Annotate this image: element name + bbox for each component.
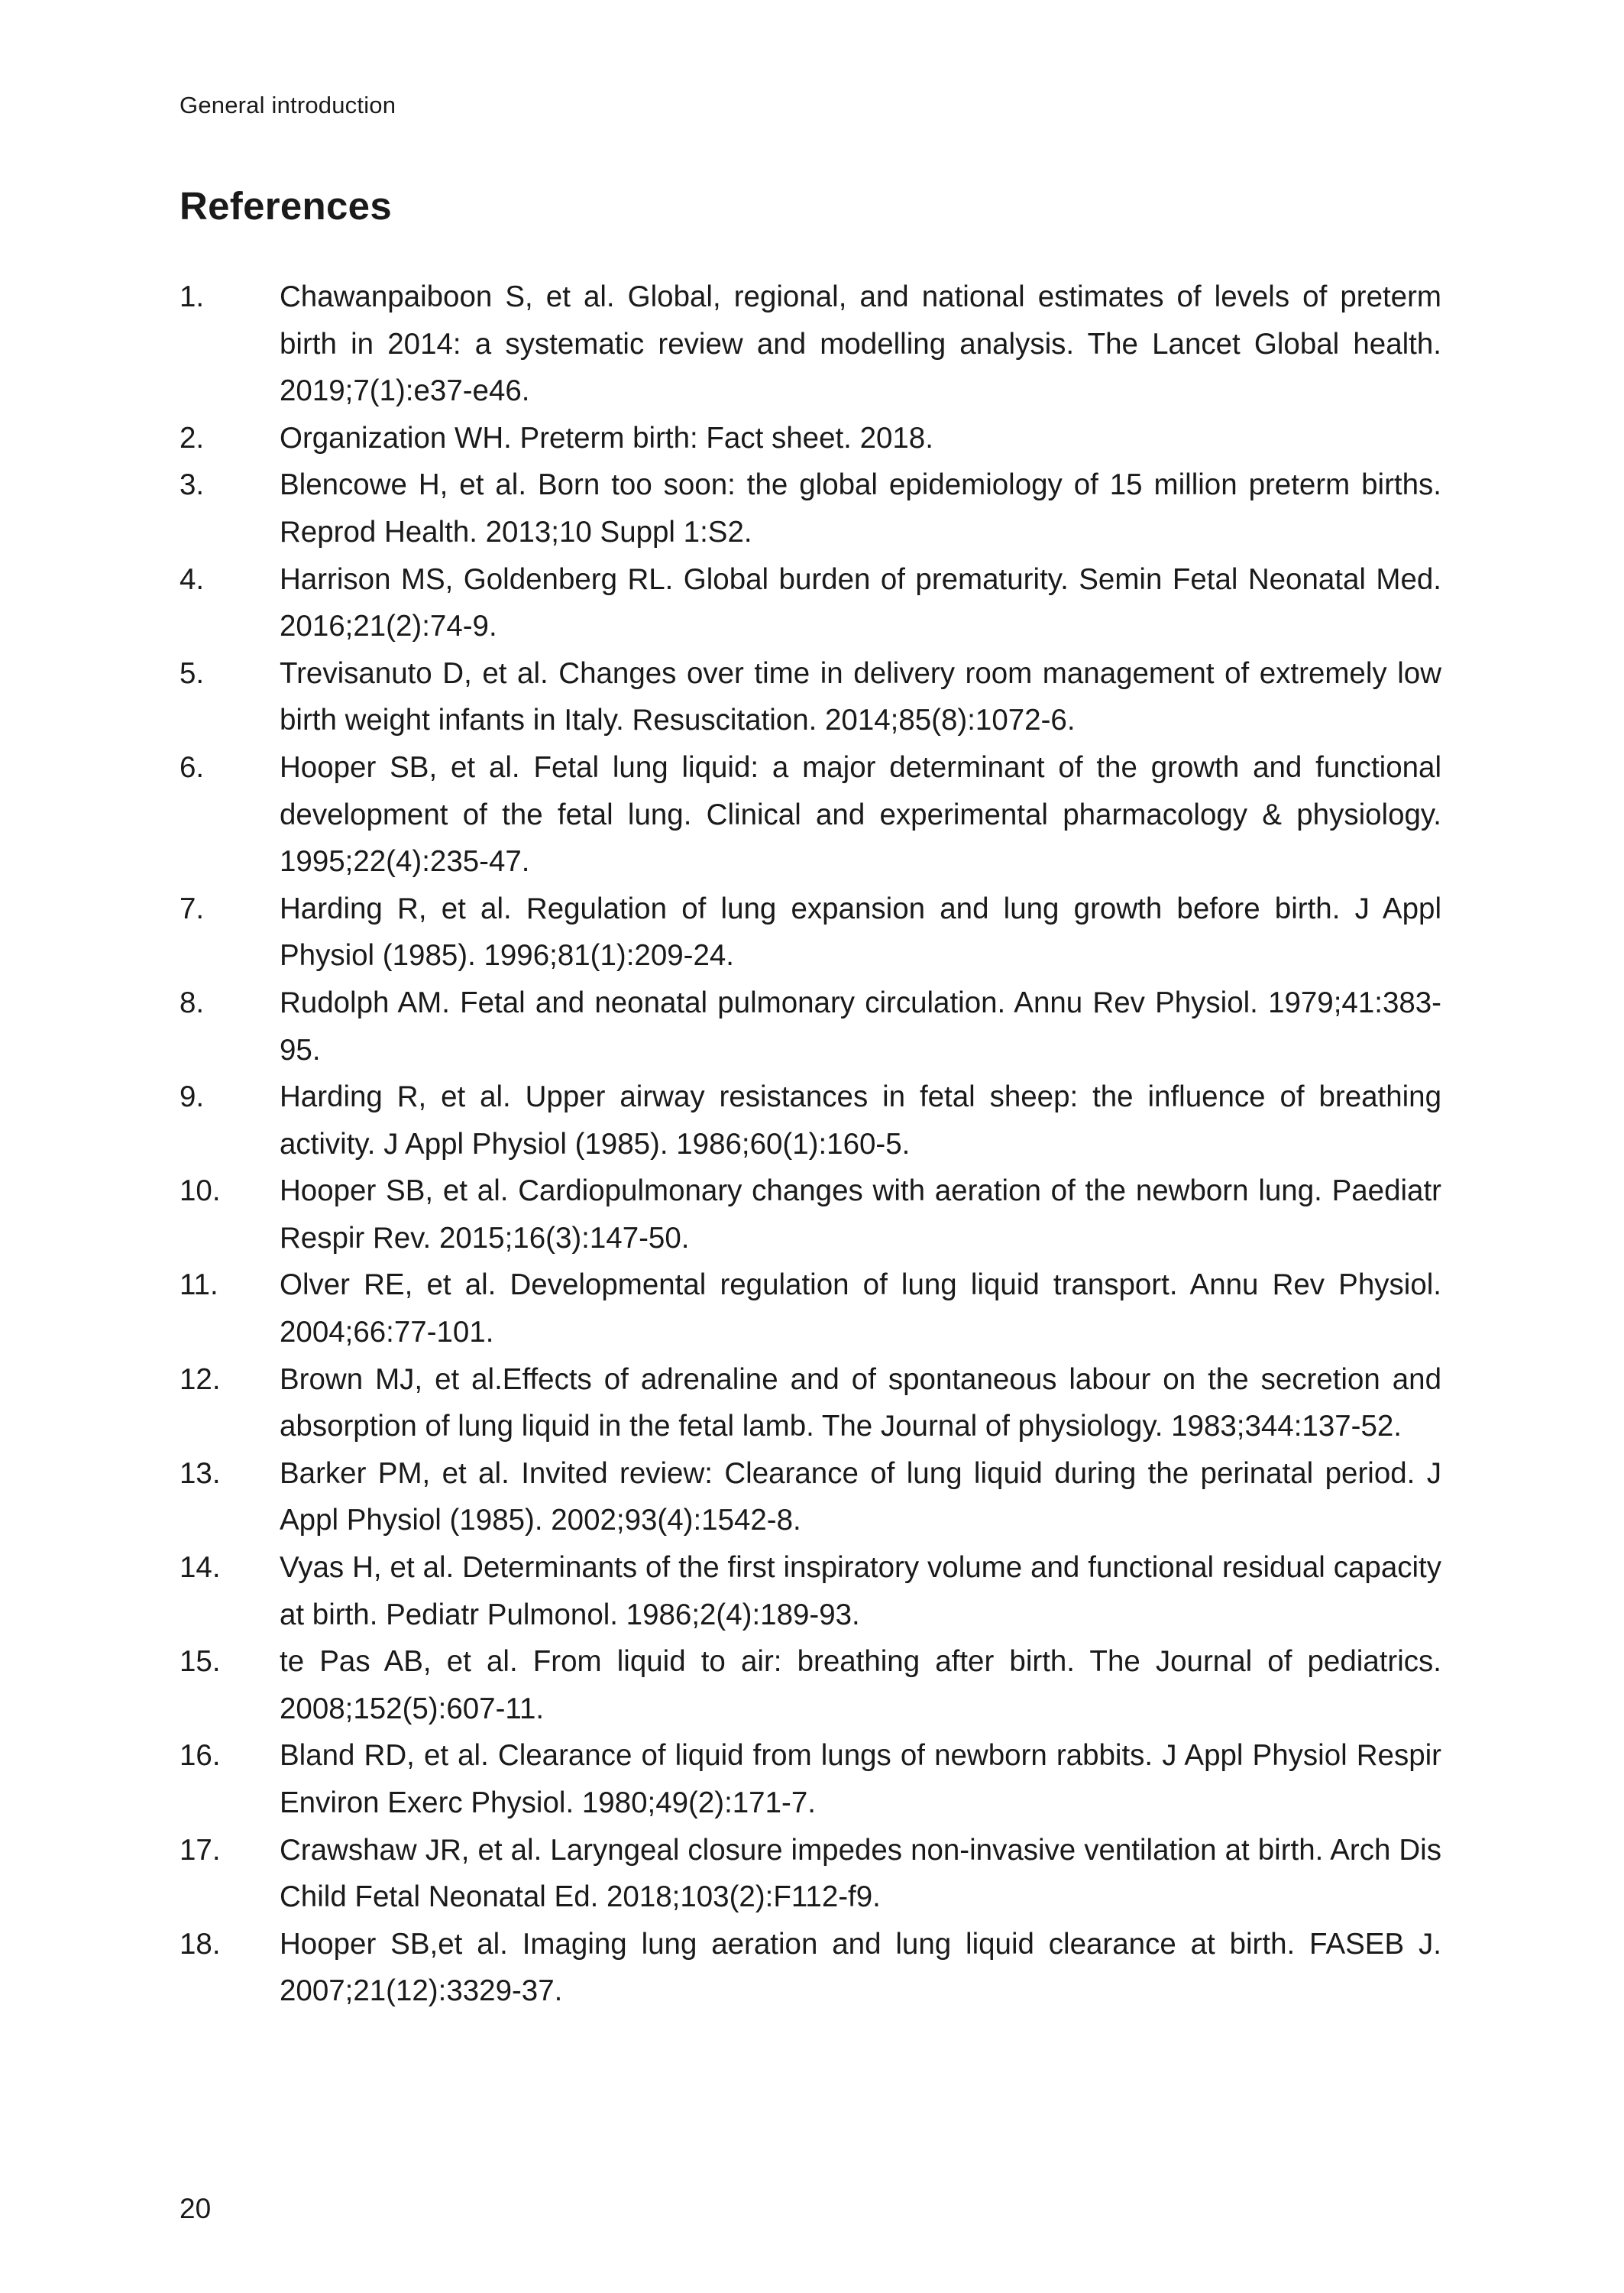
- reference-number: 3.: [180, 468, 205, 502]
- reference-item: [180, 415, 1441, 462]
- running-header: General introduction: [180, 92, 396, 118]
- reference-item: [180, 1450, 1441, 1544]
- reference-item: [180, 980, 1441, 1074]
- reference-item: [180, 1827, 1441, 1921]
- reference-text: Vyas H, et al. Determinants of the first inspiratory volume and functional residual capacity at birth. Pediatr Pulmonol. 1986;2(4):189-93.: [280, 1551, 1441, 1631]
- reference-item: [180, 886, 1441, 980]
- page-title: References: [180, 184, 392, 228]
- reference-text: Hooper SB, et al. Fetal lung liquid: a major determinant of the growth and functional development of the fetal lung. Clinical and experimental pharmacology & physiology. 1995;22(4):235-47.: [280, 750, 1441, 879]
- reference-text: Brown MJ, et al.Effects of adrenaline and of spontaneous labour on the secretion and absorption of lung liquid in the fetal lamb. The Journal of physiology. 1983;344:137-52.: [280, 1362, 1441, 1443]
- reference-number: 18.: [180, 1927, 221, 1961]
- reference-number: 10.: [180, 1174, 221, 1208]
- reference-number: 4.: [180, 562, 205, 596]
- page-number: 20: [180, 2193, 212, 2224]
- reference-text: Trevisanuto D, et al. Changes over time in delivery room management of extremely low birth weight infants in Italy. Resuscitation. 2014;85(8):1072-6.: [280, 656, 1441, 737]
- reference-item: [180, 1638, 1441, 1732]
- reference-number: 9.: [180, 1080, 205, 1114]
- reference-number: 7.: [180, 892, 205, 925]
- reference-text: Barker PM, et al. Invited review: Clearance of lung liquid during the perinatal period. J Appl Physiol (1985). 2002;93(4):1542-8.: [280, 1456, 1441, 1537]
- reference-number: 1.: [180, 280, 205, 313]
- reference-item: [180, 1544, 1441, 1638]
- reference-text: Crawshaw JR, et al. Laryngeal closure impedes non-invasive ventilation at birth. Arch Dis Child Fetal Neonatal Ed. 2018;103(2):F112-f9.: [280, 1833, 1441, 1914]
- reference-number: 14.: [180, 1551, 221, 1585]
- reference-number: 17.: [180, 1833, 221, 1867]
- reference-item: [180, 1732, 1441, 1826]
- reference-text: Harding R, et al. Regulation of lung expansion and lung growth before birth. J Appl Physiol (1985). 1996;81(1):209-24.: [280, 892, 1441, 973]
- reference-number: 2.: [180, 421, 205, 455]
- reference-item: [180, 650, 1441, 744]
- reference-text: Organization WH. Preterm birth: Fact sheet. 2018.: [280, 421, 933, 455]
- reference-number: 15.: [180, 1645, 221, 1679]
- reference-text: Blencowe H, et al. Born too soon: the global epidemiology of 15 million preterm births. Reprod Health. 2013;10 Suppl 1:S2.: [280, 468, 1441, 549]
- reference-number: 11.: [180, 1268, 218, 1302]
- reference-text: Rudolph AM. Fetal and neonatal pulmonary circulation. Annu Rev Physiol. 1979;41:383-95.: [280, 986, 1441, 1067]
- reference-text: Olver RE, et al. Developmental regulation of lung liquid transport. Annu Rev Physiol. 2004;66:77-101.: [280, 1268, 1441, 1349]
- reference-item: [180, 274, 1441, 415]
- reference-text: Harrison MS, Goldenberg RL. Global burden of prematurity. Semin Fetal Neonatal Med. 2016;21(2):74-9.: [280, 562, 1441, 643]
- reference-text: Hooper SB, et al. Cardiopulmonary changes with aeration of the newborn lung. Paediatr Respir Rev. 2015;16(3):147-50.: [280, 1174, 1441, 1255]
- reference-number: 16.: [180, 1739, 221, 1773]
- reference-item: [180, 744, 1441, 886]
- reference-item: [180, 1356, 1441, 1450]
- reference-list: [180, 274, 1441, 2015]
- reference-text: Hooper SB,et al. Imaging lung aeration and lung liquid clearance at birth. FASEB J. 2007;21(12):3329-37.: [280, 1927, 1441, 2008]
- reference-item: [180, 556, 1441, 650]
- reference-number: 6.: [180, 750, 205, 784]
- reference-item: [180, 1921, 1441, 2015]
- reference-text: te Pas AB, et al. From liquid to air: breathing after birth. The Journal of pediatrics. 2008;152(5):607-11.: [280, 1645, 1441, 1725]
- reference-item: [180, 1074, 1441, 1168]
- reference-text: Chawanpaiboon S, et al. Global, regional, and national estimates of levels of preterm birth in 2014: a systematic review and modelling analysis. The Lancet Global health. 2019;7(1):e37-e46.: [280, 280, 1441, 408]
- reference-number: 8.: [180, 986, 205, 1019]
- reference-text: Bland RD, et al. Clearance of liquid from lungs of newborn rabbits. J Appl Physiol Respir Environ Exerc Physiol. 1980;49(2):171-7.: [280, 1739, 1441, 1819]
- reference-number: 13.: [180, 1456, 221, 1490]
- reference-item: [180, 462, 1441, 555]
- reference-item: [180, 1261, 1441, 1355]
- reference-text: Harding R, et al. Upper airway resistances in fetal sheep: the influence of breathing activity. J Appl Physiol (1985). 1986;60(1):160-5.: [280, 1080, 1441, 1161]
- reference-item: [180, 1168, 1441, 1261]
- reference-number: 12.: [180, 1362, 221, 1396]
- reference-number: 5.: [180, 656, 205, 690]
